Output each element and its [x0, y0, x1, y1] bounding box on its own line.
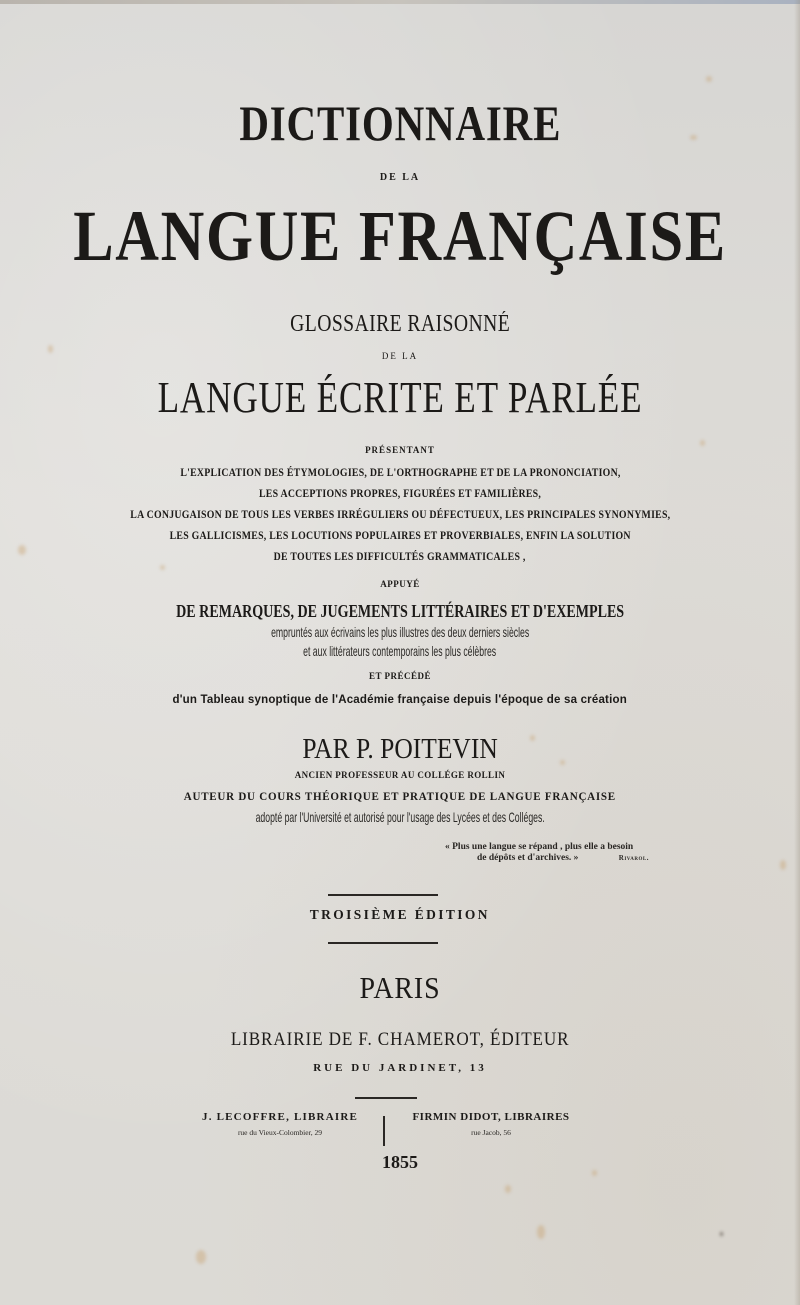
bookseller-right	[392, 1111, 590, 1138]
description-line: LES GALLICISMES, LES LOCUTIONS POPULAIRES ET PROVERBIALES, ENFIN LA SOLUTION	[169, 528, 631, 542]
publication-year: 1855	[382, 1152, 418, 1172]
foxing-spot	[505, 1185, 511, 1193]
imprint-city: PARIS	[359, 970, 441, 1005]
subtitle-connector: DE LA	[381, 351, 419, 361]
author-credential: AUTEUR DU COURS THÉORIQUE ET PRATIQUE DE LANGUE FRANÇAISE	[183, 789, 617, 803]
divider-rule	[328, 942, 438, 944]
imprint-address: RUE DU JARDINET, 13	[313, 1062, 487, 1074]
divider-rule	[355, 1097, 417, 1099]
foxing-spot	[160, 565, 165, 570]
support-intro: APPUYÉ	[380, 579, 420, 589]
author-byline: PAR P. POITEVIN	[302, 733, 498, 765]
author-credential: adopté par l'Université et autorisé pour l'usage des Lycées et des Colléges.	[255, 809, 545, 825]
main-title	[0, 95, 800, 151]
epigraph	[445, 842, 715, 864]
subtitle-line1: GLOSSAIRE RAISONNÉ	[289, 311, 511, 337]
epigraph-line: « Plus une langue se répand , plus elle a besoin	[445, 842, 634, 852]
main-title-line2: LANGUE FRANÇAISE	[73, 196, 727, 276]
preceded-text: d'un Tableau synoptique de l'Académie française depuis l'époque de sa création	[172, 692, 628, 706]
support-line: et aux littérateurs contemporains les plus célèbres	[303, 643, 497, 659]
foxing-spot	[780, 860, 786, 870]
description-line: LA CONJUGAISON DE TOUS LES VERBES IRRÉGULIERS OU DÉFECTUEUX, LES PRINCIPALES SYNONYMIES,	[129, 507, 671, 521]
imprint-publisher: LIBRAIRIE DE F. CHAMEROT, ÉDITEUR	[230, 1029, 570, 1050]
foxing-spot	[706, 76, 712, 82]
description-line: LES ACCEPTIONS PROPRES, FIGURÉES ET FAMILIÈRES,	[258, 486, 542, 500]
subtitle-line2: LANGUE ÉCRITE ET PARLÉE	[157, 373, 643, 422]
edition-label: TROISIÈME ÉDITION	[309, 908, 491, 923]
epigraph-line-2	[445, 853, 715, 864]
page-top-edge	[0, 0, 800, 4]
bookseller-address: rue Jacob, 56	[471, 1128, 511, 1137]
bookseller-address: rue du Vieux-Colombier, 29	[237, 1128, 323, 1137]
bookseller-name: FIRMIN DIDOT, LIBRAIRES	[412, 1111, 570, 1123]
description-line: DE TOUTES LES DIFFICULTÉS GRAMMATICALES ,	[274, 549, 526, 563]
divider-rule	[328, 894, 438, 896]
foxing-spot	[196, 1250, 206, 1264]
description-intro: PRÉSENTANT	[365, 445, 435, 455]
support-line: empruntés aux écrivains les plus illustres des deux derniers siècles	[270, 624, 530, 640]
bookseller-left	[185, 1111, 375, 1138]
bookseller-name: J. LECOFFRE, LIBRAIRE	[202, 1111, 358, 1123]
bookseller-divider	[383, 1116, 385, 1146]
foxing-spot	[537, 1225, 545, 1239]
title-connector: DE LA	[379, 172, 421, 183]
description-line: L'EXPLICATION DES ÉTYMOLOGIES, DE L'ORTHOGRAPHE ET DE LA PRONONCIATION,	[179, 465, 621, 479]
preceded-intro: ET PRÉCÉDÉ	[368, 671, 432, 681]
epigraph-attribution: Rivarol.	[618, 854, 649, 862]
main-title-line1: DICTIONNAIRE	[239, 95, 561, 151]
epigraph-line: de dépôts et d'archives. »	[477, 853, 579, 863]
support-heading: DE REMARQUES, DE JUGEMENTS LITTÉRAIRES ET D'EXEMPLES	[176, 601, 624, 621]
foxing-spot	[720, 1232, 723, 1236]
author-credential: ANCIEN PROFESSEUR AU COLLÉGE ROLLIN	[294, 770, 506, 780]
